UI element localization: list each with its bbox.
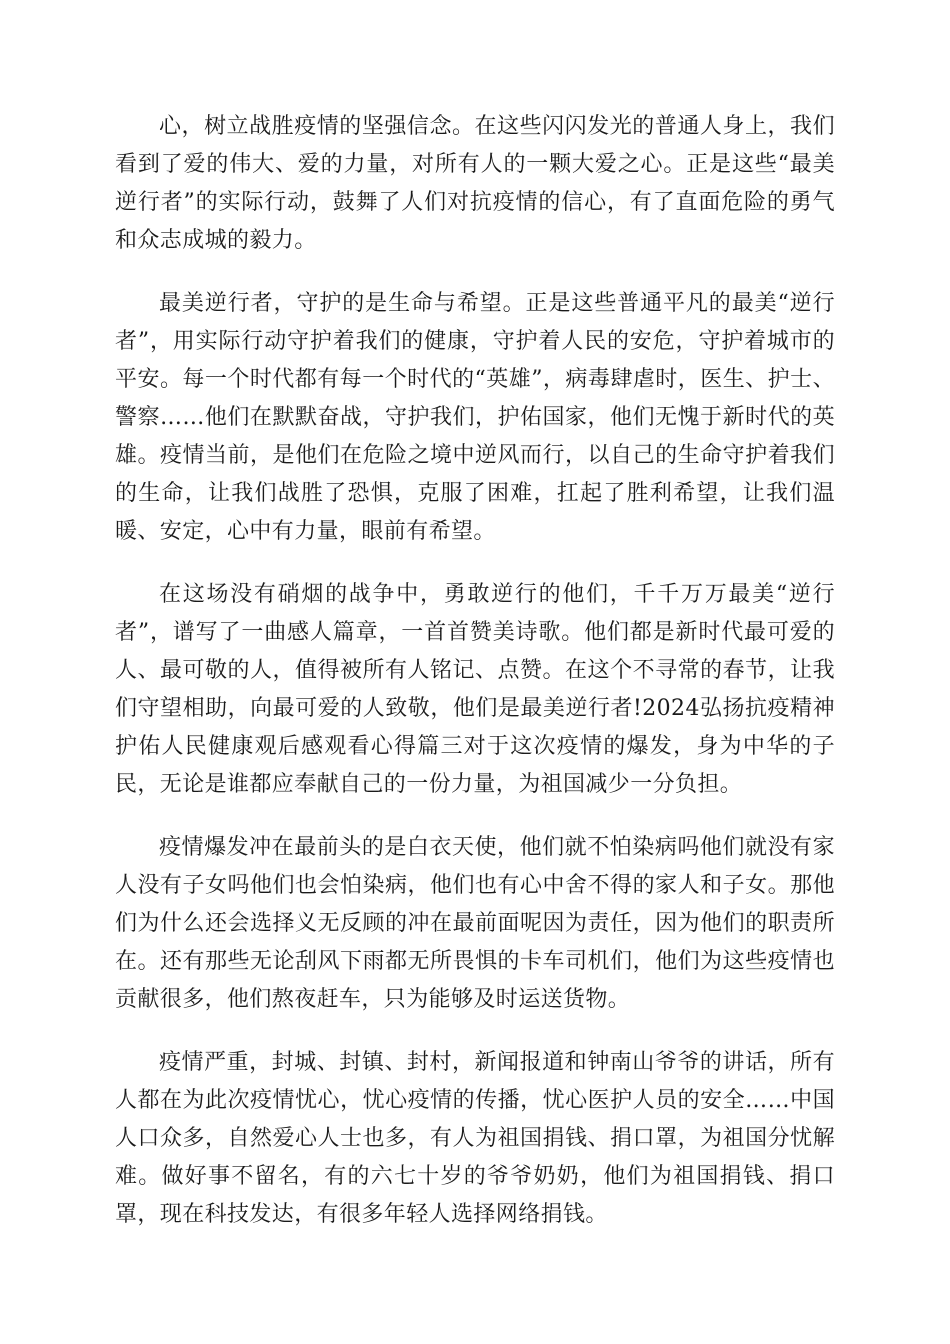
paragraph-5: 疫情严重，封城、封镇、封村，新闻报道和钟南山爷爷的讲话，所有人都在为此次疫情忧心，忧心疫情的传播，忧心医护人员的安全……中国人口众多，自然爱心人士也多，有人为祖国捐钱、捐口罩，为祖国分忧解难。做好事不留名，有的六七十岁的爷爷奶奶，他们为祖国捐钱、捐口罩，现在科技发达，有很多年轻人选择网络捐钱。 bbox=[115, 1050, 835, 1227]
paragraph-2: 最美逆行者，守护的是生命与希望。正是这些普通平凡的最美“逆行者”，用实际行动守护着我们的健康，守护着人民的安危，守护着城市的平安。每一个时代都有每一个时代的“英雄”，病毒肆虐时，医生、护士、警察……他们在默默奋战，守护我们，护佑国家，他们无愧于新时代的英雄。疫情当前，是他们在危险之境中逆风而行，以自己的生命守护着我们的生命，让我们战胜了恐惧，克服了困难，扛起了胜利希望，让我们温暖、安定，心中有力量，眼前有希望。 bbox=[115, 291, 835, 544]
paragraph-1: 心，树立战胜疫情的坚强信念。在这些闪闪发光的普通人身上，我们看到了爱的伟大、爱的力量，对所有人的一颗大爱之心。正是这些“最美逆行者”的实际行动，鼓舞了人们对抗疫情的信心，有了直面危险的勇气和众志成城的毅力。 bbox=[115, 114, 835, 253]
paragraph-4: 疫情爆发冲在最前头的是白衣天使，他们就不怕染病吗他们就没有家人没有子女吗他们也会怕染病，他们也有心中舍不得的家人和子女。那他们为什么还会选择义无反顾的冲在最前面呢因为责任，因为他们的职责所在。还有那些无论刮风下雨都无所畏惧的卡车司机们，他们为这些疫情也贡献很多，他们熬夜赶车，只为能够及时运送货物。 bbox=[115, 835, 835, 1012]
paragraph-3: 在这场没有硝烟的战争中，勇敢逆行的他们，千千万万最美“逆行者”，谱写了一曲感人篇章，一首首赞美诗歌。他们都是新时代最可爱的人、最可敬的人，值得被所有人铭记、点赞。在这个不寻常的春节，让我们守望相助，向最可爱的人致敬，他们是最美逆行者!2024弘扬抗疫精神护佑人民健康观后感观看心得篇三对于这次疫情的爆发，身为中华的子民，无论是谁都应奉献自己的一份力量，为祖国减少一分负担。 bbox=[115, 582, 835, 797]
document-body bbox=[115, 108, 835, 1259]
